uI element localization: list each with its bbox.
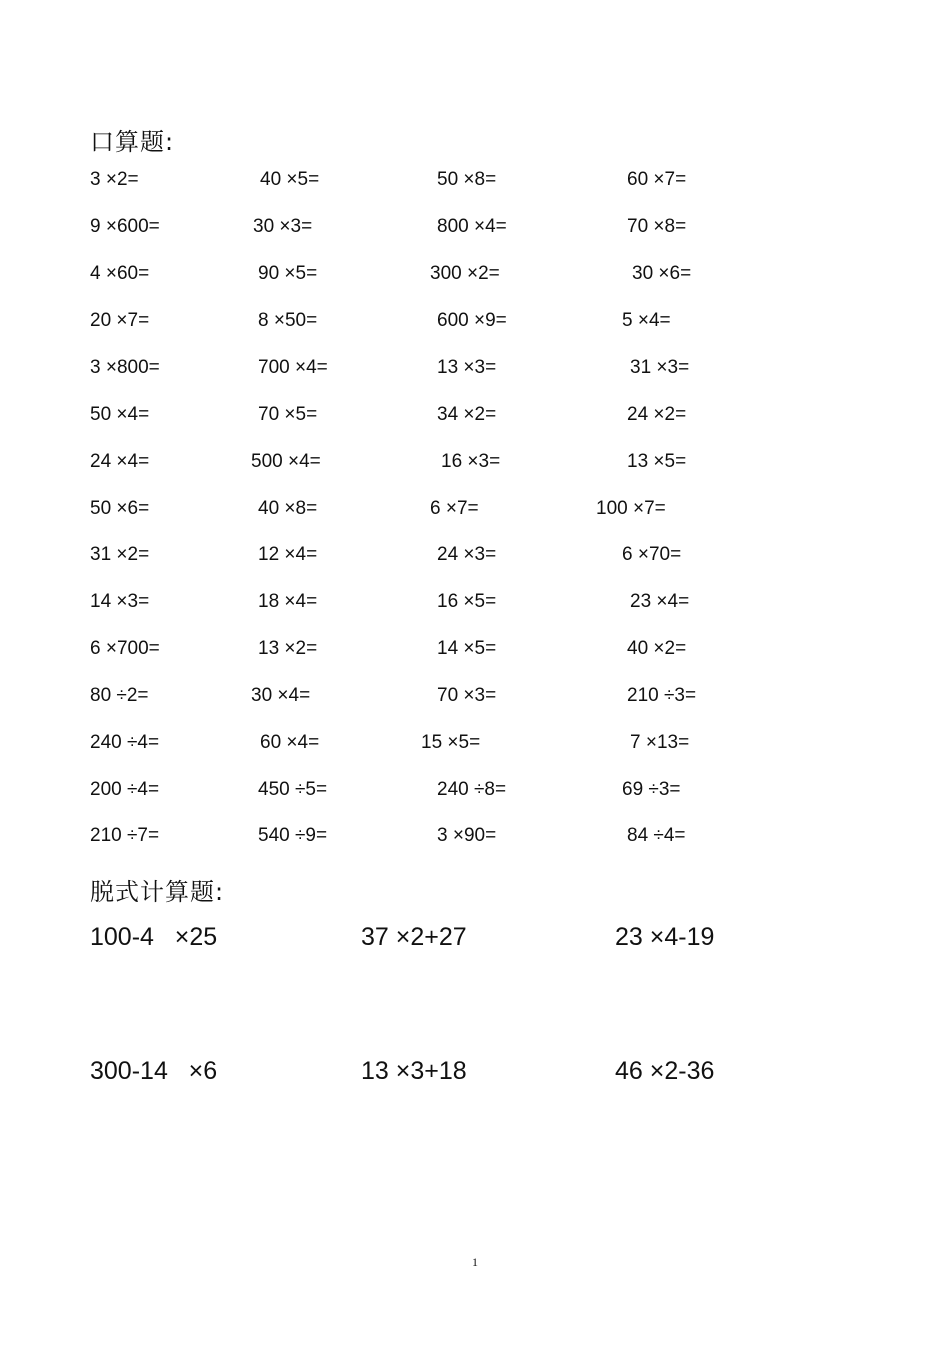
- oral-problem: 16 ×3=: [441, 451, 501, 472]
- oral-problem: 16 ×5=: [437, 591, 497, 612]
- oral-problem: 31 ×3=: [630, 357, 690, 378]
- oral-problem: 15 ×5=: [421, 732, 481, 753]
- oral-problem: 84 ÷4=: [627, 825, 686, 846]
- step-problem: 46 ×2-36: [615, 1057, 715, 1085]
- oral-problem: 540 ÷9=: [258, 825, 328, 846]
- step-problem: 300-14 ×6: [90, 1057, 218, 1085]
- oral-problem: 14 ×5=: [437, 638, 497, 659]
- oral-problem: 13 ×3=: [437, 357, 497, 378]
- oral-problem: 24 ×4=: [90, 451, 150, 472]
- oral-problem: 210 ÷7=: [90, 825, 160, 846]
- oral-problem: 6 ×700=: [90, 638, 160, 659]
- oral-problem: 240 ÷8=: [437, 779, 507, 800]
- oral-problem: 34 ×2=: [437, 404, 497, 425]
- oral-problem: 4 ×60=: [90, 263, 150, 284]
- oral-problem: 450 ÷5=: [258, 779, 328, 800]
- step-section-heading: 脱式计算题:: [90, 878, 225, 906]
- oral-problem: 3 ×800=: [90, 357, 160, 378]
- oral-problem: 30 ×6=: [632, 263, 692, 284]
- page-number: 1: [472, 1255, 478, 1269]
- oral-section-heading: 口算题:: [90, 128, 175, 156]
- oral-problem: 50 ×8=: [437, 169, 497, 190]
- oral-problem: 30 ×3=: [253, 216, 313, 237]
- oral-problem: 6 ×70=: [622, 544, 682, 565]
- oral-problem: 23 ×4=: [630, 591, 690, 612]
- oral-problem: 70 ×3=: [437, 685, 497, 706]
- oral-problem: 13 ×2=: [258, 638, 318, 659]
- oral-problem: 69 ÷3=: [622, 779, 681, 800]
- oral-problem: 8 ×50=: [258, 310, 318, 331]
- oral-problem: 40 ×5=: [260, 169, 320, 190]
- oral-problem: 24 ×3=: [437, 544, 497, 565]
- step-problem: 23 ×4-19: [615, 923, 715, 951]
- oral-problem: 24 ×2=: [627, 404, 687, 425]
- step-problem: 13 ×3+18: [361, 1057, 467, 1085]
- oral-problem: 100 ×7=: [596, 498, 666, 519]
- oral-problem: 40 ×2=: [627, 638, 687, 659]
- oral-problem: 13 ×5=: [627, 451, 687, 472]
- oral-problem: 7 ×13=: [630, 732, 690, 753]
- oral-problem: 60 ×4=: [260, 732, 320, 753]
- oral-problem: 5 ×4=: [622, 310, 671, 331]
- oral-problem: 3 ×90=: [437, 825, 497, 846]
- oral-problem: 31 ×2=: [90, 544, 150, 565]
- oral-problem: 18 ×4=: [258, 591, 318, 612]
- oral-problem: 30 ×4=: [251, 685, 311, 706]
- oral-problem: 12 ×4=: [258, 544, 318, 565]
- oral-problem: 50 ×4=: [90, 404, 150, 425]
- oral-problem: 40 ×8=: [258, 498, 318, 519]
- oral-problem: 210 ÷3=: [627, 685, 697, 706]
- oral-problem: 20 ×7=: [90, 310, 150, 331]
- oral-problem: 70 ×5=: [258, 404, 318, 425]
- step-problem: 100-4 ×25: [90, 923, 218, 951]
- oral-problem: 6 ×7=: [430, 498, 479, 519]
- oral-problem: 9 ×600=: [90, 216, 160, 237]
- oral-problem: 700 ×4=: [258, 357, 328, 378]
- oral-problem: 200 ÷4=: [90, 779, 160, 800]
- oral-problem: 240 ÷4=: [90, 732, 160, 753]
- oral-problem: 50 ×6=: [90, 498, 150, 519]
- oral-problem: 3 ×2=: [90, 169, 139, 190]
- oral-problem: 70 ×8=: [627, 216, 687, 237]
- oral-problem: 90 ×5=: [258, 263, 318, 284]
- oral-problem: 80 ÷2=: [90, 685, 149, 706]
- oral-problem: 14 ×3=: [90, 591, 150, 612]
- oral-problem: 600 ×9=: [437, 310, 507, 331]
- oral-problem: 300 ×2=: [430, 263, 500, 284]
- step-problem: 37 ×2+27: [361, 923, 467, 951]
- oral-problem: 60 ×7=: [627, 169, 687, 190]
- oral-problem: 500 ×4=: [251, 451, 321, 472]
- oral-problem: 800 ×4=: [437, 216, 507, 237]
